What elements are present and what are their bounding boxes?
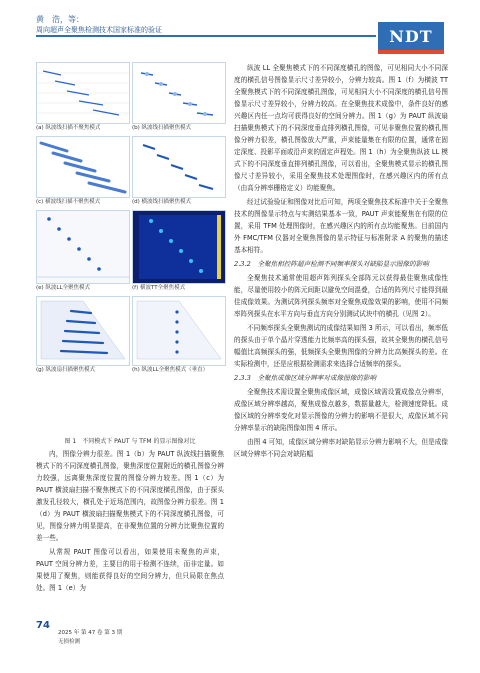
panel-c-image — [37, 137, 129, 197]
panel-a-image — [37, 63, 129, 123]
page-number: 74 — [36, 620, 50, 631]
panel-b-caption: (b) 纵波线扫描聚焦模式 — [132, 125, 192, 131]
panel-h-image — [133, 297, 225, 365]
panel-d — [132, 136, 226, 198]
right-column — [234, 62, 448, 462]
panel-e — [36, 210, 130, 284]
page-header — [0, 0, 480, 58]
panel-c-caption: (c) 横波线扫描不聚焦模式 — [36, 199, 101, 205]
panel-g-caption: (g) 纵波扇扫描聚焦模式 — [36, 367, 96, 373]
left-paragraph-1: 内，图像分辨力很差。图 1（b）为 PAUT 纵波线扫描聚焦模式下的不同深度横孔图像，聚焦深度位置附近的横孔图像分辨力较强，远离聚焦深度位置的图像分辨力较差。图 1（c）为 PAUT 横波扇扫描不聚焦模式下的不同深度横孔图像，由于探头激发孔径较大，横孔处于近场范围内，故图像分辨力很差。图 1（d）为 PAUT 横波扇扫描聚焦模式下的不同深度横孔图像，可见，图像分辨力明显提高，在非聚焦位置的分辨力比聚焦位置的差一些。 — [36, 450, 224, 542]
right-paragraph-3: 全聚焦技术通常使用超声阵列探头全部阵元以获得最佳聚焦成像性能，尽量使用较小的阵元间距以避免空间混叠，合适的阵列尺寸能得到最佳成像效果。为测试阵列探头频率对全聚焦成像效果的影响，使用不同频率阵列探头在水平方向与垂直方向分别测试试块中的横孔（见图 2）。 — [234, 274, 448, 318]
right-paragraph-4: 不同频率探头全聚焦测试的成像结果如图 3 所示，可以看出，频率低的探头由于单个晶片穿透能力比频率高的探头强，故其全聚焦的横孔信号幅值比高频探头的强，低频探头全聚焦图像的分辨力比高频探头的差。在实际检测中，还是应根据检测需求来选择合适频率的探头。 — [234, 324, 448, 368]
right-paragraph-1: 纵波 LL 全聚焦模式下的不同深度横孔的图像，可见相同大小不同深度的横孔信号图像显示尺寸差异较小，分辨力较高。图 1（f）为横波 TT 全聚焦模式下的不同深度横孔图像，可见相同大小不同深度的横孔信号图像显示尺寸差异较小，分辨力较高。在全聚焦技术成像中，条件良好的感兴趣区内任一点均可获得良好的空间分辨力。图 1（g）为 PAUT 纵波扇扫描聚焦模式下的不同深度垂直排列横孔图像，可见非聚焦位置的横孔图像分辨力很差，横孔图像放大严重，声束能量集在有限的位置，通常在固定深度、投影平面或沿声束的固定声程处。图 1（h）为全聚焦纵波 LL 模式下的不同深度垂直排列横孔图像，可以看出，全聚焦模式显示的横孔图像尺寸差异较小，采用全聚焦技术处理图像时，在感兴趣区内的所有点（由高分辨率栅格定义）均能聚焦。 — [234, 64, 448, 192]
header-authors: 黄 浩，等： — [36, 15, 84, 24]
section-heading-2-3-2: 2.3.2 全聚焦相控阵超声检测不同频率探头对缺陷显示图像的影响 — [234, 260, 429, 268]
panel-f-image — [133, 211, 225, 283]
panel-a — [36, 62, 130, 124]
right-paragraph-6: 由图 4 可知，成像区域分辨率对缺陷显示分辨力影响不大，但是成像区域分辨率不同会对缺陷幅 — [234, 438, 448, 458]
panel-b — [132, 62, 226, 124]
panel-d-caption: (d) 横波线扫描聚焦模式 — [132, 199, 192, 205]
left-paragraph-2: 从常规 PAUT 图像可以看出，如果使用未聚焦的声束，PAUT 空间分辨力差，主要目的用于检测不连续，而非定量。如果使用了聚焦，则能获得良好的空间分辨力，但只局限在焦点处。图 1（e）为 — [36, 548, 224, 592]
panel-h-caption: (h) 纵波LL全聚焦模式（垂直） — [132, 367, 209, 373]
header-rule — [36, 35, 376, 37]
ndt-logo-icon: NDT — [378, 22, 444, 52]
figure-caption: 图 1 不同模式下 PAUT 与 TFM 的显示图像对比 — [64, 438, 196, 445]
figure-1 — [36, 62, 224, 434]
panel-h — [132, 296, 226, 366]
panel-c — [36, 136, 130, 198]
panel-e-image — [37, 211, 129, 283]
right-paragraph-5: 全聚焦技术需设置全聚焦成像区域，成像区域需设置成像点分辨率，成像区域分辨率越高，聚焦成像点越多，数据量越大，检测速度降低。成像区域的分辨率变化对显示图像的分辨力的影响不是很大，成像区域不同分辨率显示的缺陷图像如图 4 所示。 — [234, 388, 448, 432]
panel-f — [132, 210, 226, 284]
panel-b-image — [133, 63, 225, 123]
panel-d-image — [133, 137, 225, 197]
panel-e-caption: (e) 纵波LL全聚焦模式 — [36, 285, 91, 291]
right-paragraph-2: 经过试验验证和图像对比后可知，两项全聚焦技术标准中关于全聚焦技术的图像显示特点与实测结果基本一致，PAUT 声束能聚焦在有限的位置，采用 TFM 处理图像时，在感兴趣区内的所有点均能聚焦。目前国内外 FMC/TFM 仪器对全聚焦图像的显示特征与标准附录 A 的聚焦的描述基本相符。 — [234, 198, 448, 254]
journal-issue: 2025 年 第 47 卷 第 3 期 — [58, 630, 123, 636]
left-column — [36, 448, 224, 596]
header-title: 周向超声全聚焦检测技术国家标准的验证 — [36, 26, 162, 34]
journal-name: 无损检测 — [58, 639, 81, 645]
panel-g — [36, 296, 130, 366]
panel-g-image — [37, 297, 129, 365]
logo-accent-bar — [378, 50, 444, 54]
panel-a-caption: (a) 纵波线扫描不聚焦模式 — [36, 125, 101, 131]
panel-f-caption: (f) 横波TT全聚焦模式 — [132, 285, 186, 291]
section-heading-2-3-3: 2.3.3 全聚焦成像区域分辨率对成像图像的影响 — [234, 374, 377, 382]
